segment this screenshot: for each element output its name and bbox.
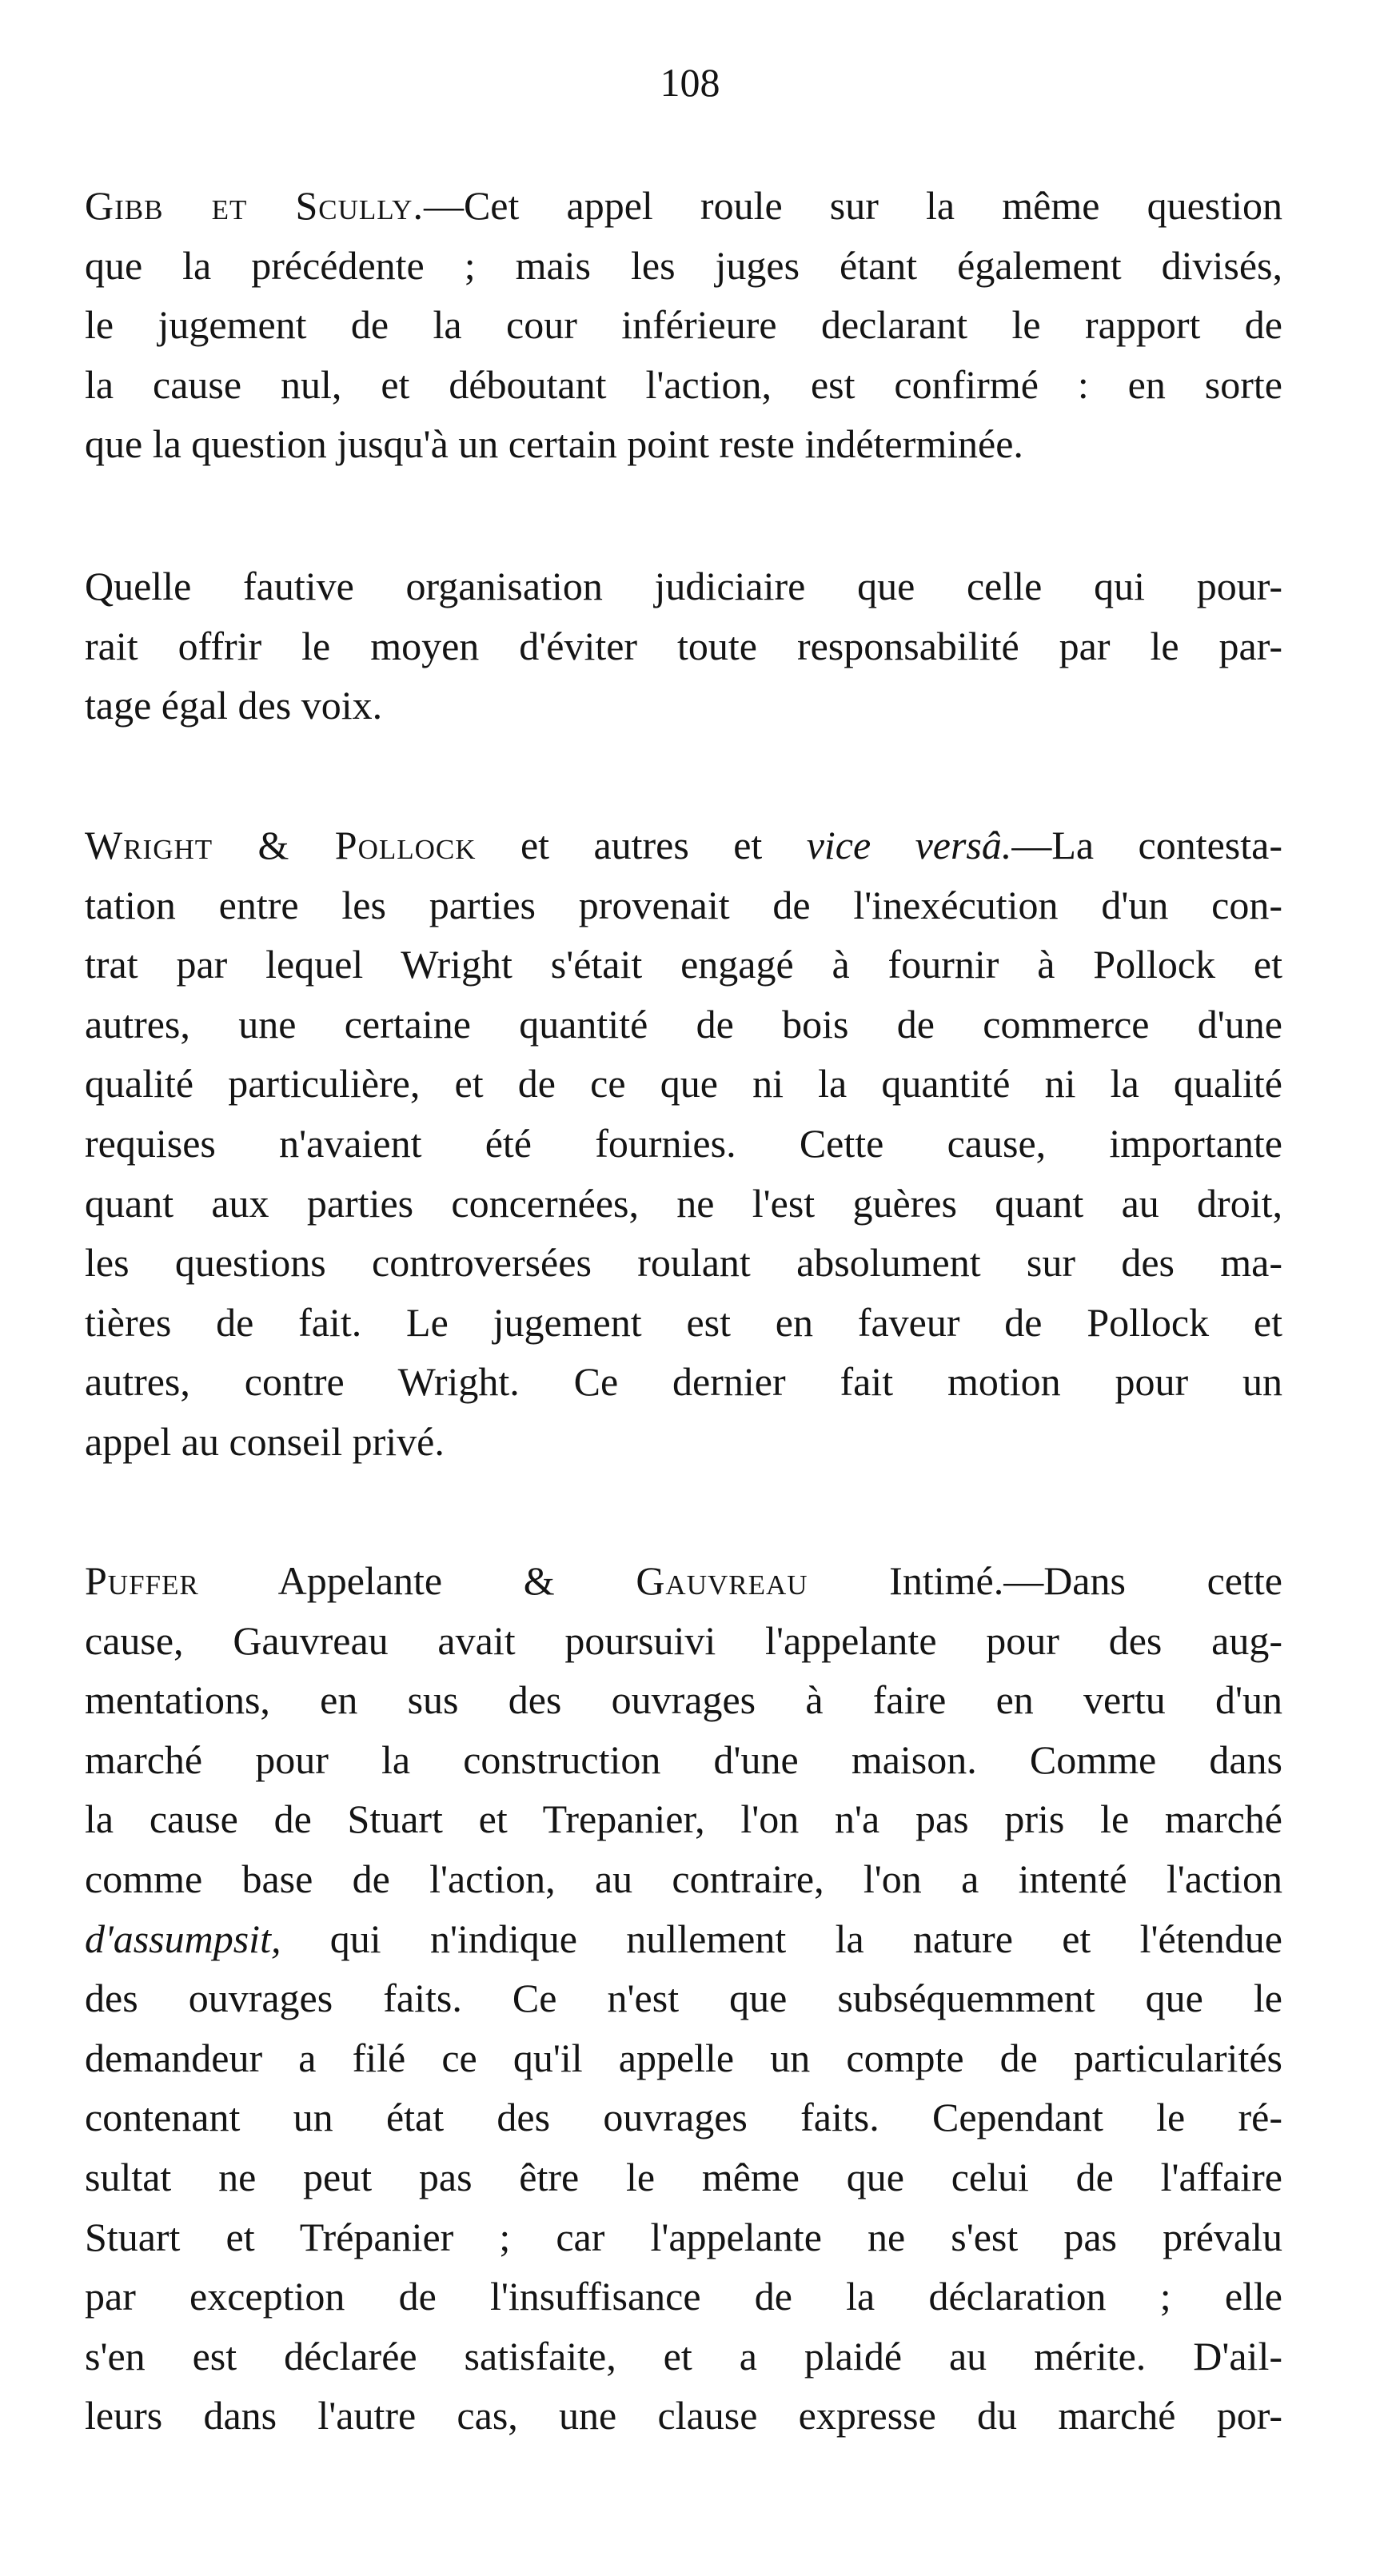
text-line: tation entre les parties provenait de l'inexécution d'un con- [85,882,1282,927]
text-line: autres, une certaine quantité de bois de commerce d'une [85,1001,1282,1047]
text-line: le jugement de la cour inférieure declarant le rapport de [85,302,1282,348]
text-line: s'en est déclarée satisfaite, et a plaidé au mérite. D'ail- [85,2333,1282,2379]
text-line: tières de fait. Le jugement est en faveur de Pollock et [85,1299,1282,1345]
text-line: comme base de l'action, au contraire, l'on a intenté l'action [85,1856,1282,1901]
text-line: la cause de Stuart et Trepanier, l'on n'a pas pris le marché [85,1796,1282,1842]
case-name: Gibb et Scully. [85,183,424,228]
text-line: appel au conseil privé. [85,1418,445,1464]
latin-phrase: d'assumpsit, [85,1916,281,1961]
latin-phrase: vice versâ. [806,823,1012,867]
case-name: Gauvreau [636,1558,808,1603]
text-line: par exception de l'insuffisance de la déclaration ; elle [85,2274,1282,2319]
case-name: Puffer [85,1558,199,1603]
paragraph-commentary [85,556,1282,736]
text-line: d'assumpsit, qui n'indique nullement la nature et l'étendue [85,1916,1282,1961]
text-line: la cause nul, et déboutant l'action, est confirmé : en sorte [85,361,1282,407]
text-line: tage égal des voix. [85,683,383,728]
text-line: sultat ne peut pas être le même que celui de l'affaire [85,2154,1282,2199]
text-line: leurs dans l'autre cas, une clause expresse du marché por- [85,2393,1282,2438]
paragraph-gibb-scully [85,176,1282,474]
paragraph-puffer-gauvreau [85,1551,1282,2446]
text-line: les questions controversées roulant absolument sur des ma- [85,1240,1282,1286]
text-line: cause, Gauvreau avait poursuivi l'appelante pour des aug- [85,1617,1282,1663]
text-line: mentations, en sus des ouvrages à faire en vertu d'un [85,1677,1282,1723]
text-line: Stuart et Trépanier ; car l'appelante ne s'est pas prévalu [85,2214,1282,2259]
text-line: Puffer Appelante & Gauvreau Intimé.—Dans cette [85,1558,1282,1603]
text-line: requises n'avaient été fournies. Cette cause, importante [85,1120,1282,1166]
paragraph-wright-pollock [85,815,1282,1472]
text-line: Wright & Pollock et autres et vice versâ.—La contesta- [85,823,1282,867]
text-line: quant aux parties concernées, ne l'est guères quant au droit, [85,1180,1282,1226]
text-line: rait offrir le moyen d'éviter toute responsabilité par le par- [85,623,1282,668]
text-line: autres, contre Wright. Ce dernier fait motion pour un [85,1359,1282,1405]
text-line: Gibb et Scully.—Cet appel roule sur la même question [85,183,1282,228]
text-line: trat par lequel Wright s'était engagé à fournir à Pollock et [85,942,1282,987]
text-line: qualité particulière, et de ce que ni la quantité ni la qualité [85,1061,1282,1107]
page-number: 108 [660,60,720,105]
text-line: que la précédente ; mais les juges étant également divisés, [85,242,1282,288]
case-name: Wright & Pollock [85,823,477,867]
text-line: que la question jusqu'à un certain point reste indéterminée. [85,421,1023,467]
text-line: marché pour la construction d'une maison. Comme dans [85,1737,1282,1782]
text-line: des ouvrages faits. Ce n'est que subséquemment que le [85,1976,1282,2021]
text-line: Quelle fautive organisation judiciaire que celle qui pour- [85,564,1282,608]
text-line: demandeur a filé ce qu'il appelle un compte de particularités [85,2035,1282,2080]
text-line: contenant un état des ouvrages faits. Cependant le ré- [85,2095,1282,2140]
